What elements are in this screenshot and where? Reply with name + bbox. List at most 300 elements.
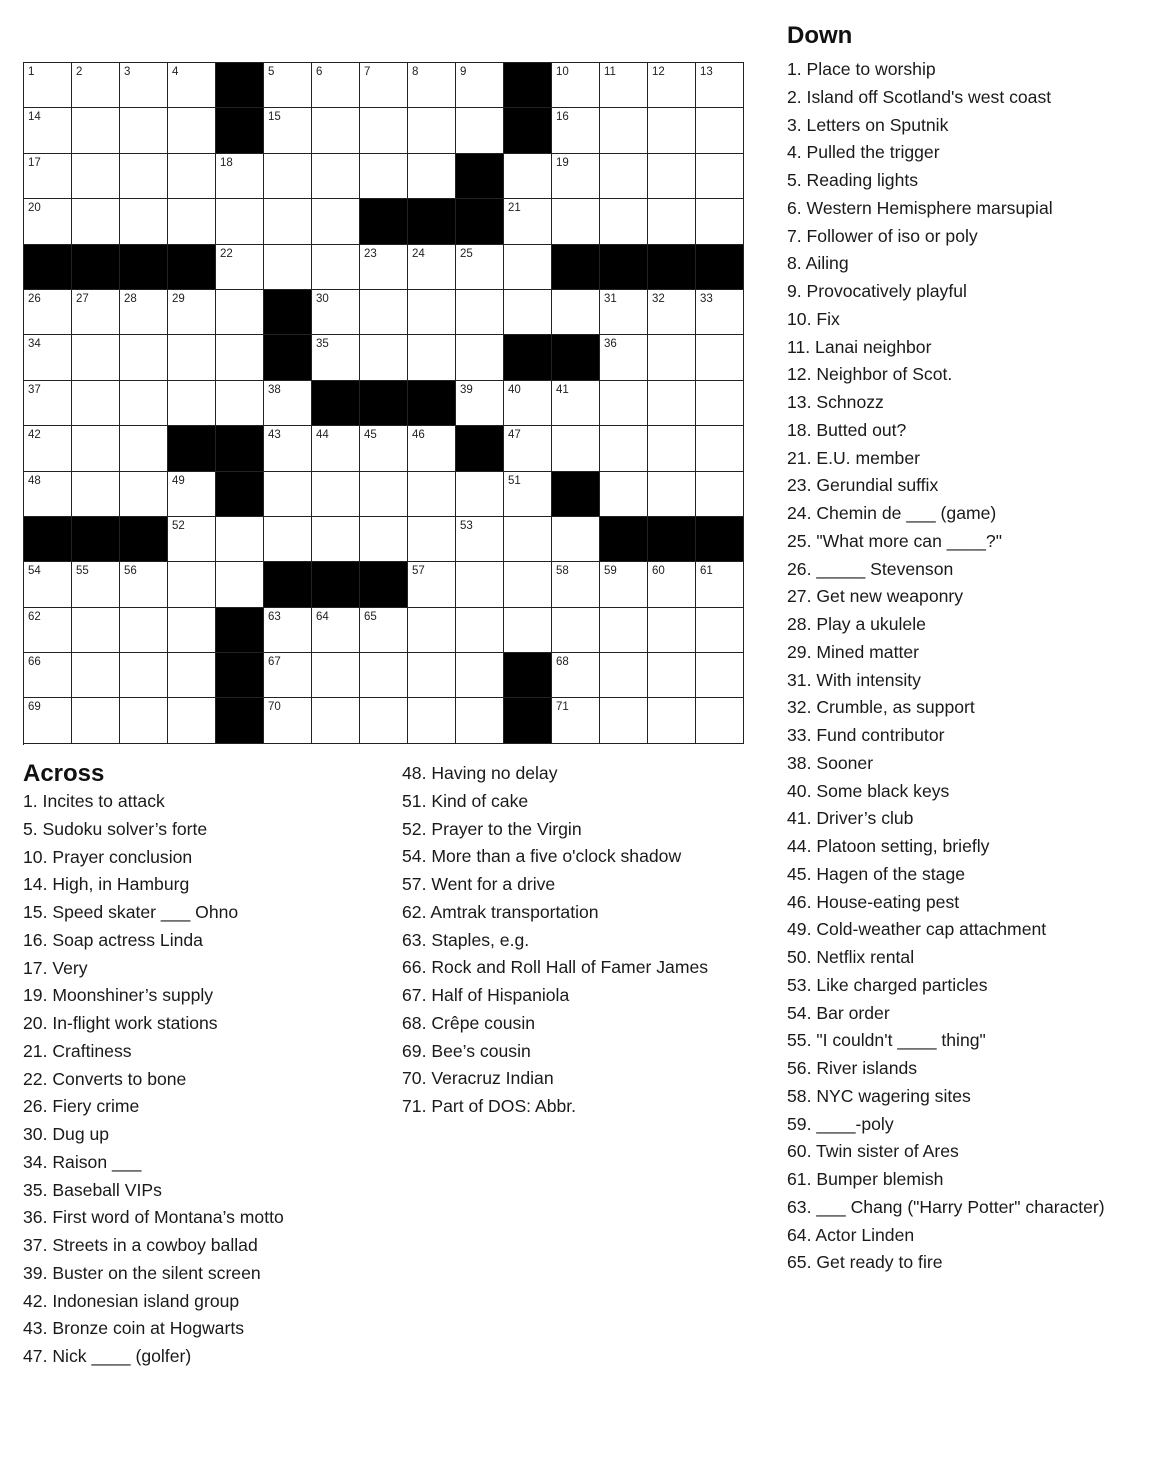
grid-cell[interactable] (408, 290, 456, 335)
grid-cell[interactable] (360, 472, 408, 517)
grid-cell[interactable] (600, 335, 648, 380)
grid-cell[interactable] (72, 63, 120, 108)
down-clue[interactable]: 27. Get new weaponry (787, 586, 964, 607)
grid-cell[interactable] (168, 653, 216, 698)
across-clue[interactable]: 20. In-flight work stations (23, 1013, 218, 1033)
grid-cell[interactable] (648, 562, 696, 607)
down-clue[interactable]: 56. River islands (787, 1058, 918, 1078)
down-clue[interactable]: 25. "What more can ____?" (787, 530, 1002, 551)
down-clue[interactable]: 32. Crumble, as support (787, 697, 975, 718)
down-clue[interactable]: 10. Fix (787, 308, 840, 329)
cell-number: 10 (556, 66, 569, 78)
grid-cell[interactable] (504, 608, 552, 653)
grid-block (312, 381, 360, 426)
cell-number: 24 (412, 247, 425, 260)
across-clue[interactable]: 17. Very (23, 957, 88, 978)
across-clue[interactable]: 15. Speed skater ___ Ohno (23, 902, 239, 922)
down-clue[interactable]: 65. Get ready to fire (787, 1252, 943, 1273)
grid-cell[interactable] (24, 335, 72, 380)
grid-cell[interactable] (456, 562, 504, 607)
down-clue[interactable]: 59. ____-poly (787, 1113, 894, 1134)
down-clue[interactable]: 61. Bumper blemish (787, 1169, 944, 1189)
down-clue[interactable]: 2. Island off Scotland's west coast (787, 86, 1052, 107)
across-clue[interactable]: 54. More than a five o'clock shadow (402, 846, 682, 867)
across-clue[interactable]: 62. Amtrak transportation (402, 901, 599, 922)
down-clue[interactable]: 31. With intensity (787, 669, 921, 690)
across-clue[interactable]: 66. Rock and Roll Hall of Famer James (402, 957, 709, 978)
grid-cell[interactable] (24, 608, 72, 653)
grid-cell[interactable] (24, 63, 72, 108)
grid-cell[interactable] (552, 154, 600, 199)
grid-cell[interactable] (600, 562, 648, 607)
grid-cell[interactable] (552, 63, 600, 108)
down-clue[interactable]: 54. Bar order (787, 1002, 890, 1023)
grid-block (456, 154, 504, 199)
grid-cell[interactable] (456, 608, 504, 653)
grid-cell[interactable] (216, 562, 264, 607)
grid-cell[interactable] (360, 245, 408, 290)
grid-block (504, 335, 552, 380)
grid-cell[interactable] (504, 517, 552, 562)
grid-cell[interactable] (360, 653, 408, 698)
down-clue[interactable]: 28. Play a ukulele (787, 614, 926, 634)
grid-cell[interactable] (264, 63, 312, 108)
grid-cell[interactable] (72, 154, 120, 199)
grid-cell[interactable] (168, 381, 216, 426)
grid-cell[interactable] (600, 381, 648, 426)
across-clue[interactable]: 37. Streets in a cowboy ballad (23, 1235, 258, 1255)
grid-block (216, 426, 264, 471)
grid-cell[interactable] (312, 63, 360, 108)
grid-cell[interactable] (648, 381, 696, 426)
across-clue[interactable]: 22. Converts to bone (23, 1068, 187, 1089)
grid-cell[interactable] (312, 290, 360, 335)
grid-cell[interactable] (552, 108, 600, 153)
across-clue[interactable]: 68. Crêpe cousin (402, 1012, 536, 1033)
grid-cell[interactable] (696, 562, 744, 607)
grid-cell[interactable] (408, 608, 456, 653)
down-clue[interactable]: 18. Butted out? (787, 419, 907, 440)
grid-cell[interactable] (24, 653, 72, 698)
grid-cell[interactable] (504, 245, 552, 290)
grid-cell[interactable] (120, 562, 168, 607)
grid-cell[interactable] (168, 608, 216, 653)
grid-cell[interactable] (648, 199, 696, 244)
grid-cell[interactable] (648, 335, 696, 380)
across-clue[interactable]: 1. Incites to attack (23, 791, 165, 811)
grid-cell[interactable] (360, 517, 408, 562)
grid-block (600, 245, 648, 290)
cell-number: 44 (316, 429, 329, 442)
grid-cell[interactable] (120, 290, 168, 335)
down-clue[interactable]: 44. Platoon setting, briefly (787, 836, 990, 856)
grid-cell[interactable] (360, 108, 408, 153)
grid-cell[interactable] (72, 108, 120, 153)
grid-cell[interactable] (264, 381, 312, 426)
grid-cell[interactable] (24, 108, 72, 153)
grid-cell[interactable] (24, 472, 72, 517)
grid-cell[interactable] (264, 608, 312, 653)
grid-cell[interactable] (264, 472, 312, 517)
grid-cell[interactable] (120, 426, 168, 471)
grid-cell[interactable] (600, 290, 648, 335)
across-heading: Across (23, 760, 105, 787)
grid-block (696, 517, 744, 562)
grid-cell[interactable] (264, 653, 312, 698)
grid-cell[interactable] (408, 245, 456, 290)
down-clue[interactable]: 12. Neighbor of Scot. (787, 364, 953, 385)
grid-cell[interactable] (168, 517, 216, 562)
grid-cell[interactable] (72, 653, 120, 698)
grid-cell[interactable] (216, 335, 264, 380)
down-clue[interactable]: 11. Lanai neighbor (787, 336, 932, 357)
down-clue[interactable]: 8. Ailing (787, 253, 849, 274)
grid-cell[interactable] (456, 472, 504, 517)
grid-cell[interactable] (600, 698, 648, 743)
grid-cell[interactable] (120, 199, 168, 244)
grid-cell[interactable] (552, 517, 600, 562)
grid-cell[interactable] (360, 335, 408, 380)
down-clue[interactable]: 4. Pulled the trigger (787, 142, 940, 163)
grid-cell[interactable] (264, 154, 312, 199)
down-clue[interactable]: 29. Mined matter (787, 641, 920, 662)
grid-block (696, 245, 744, 290)
cell-number: 2 (76, 66, 83, 78)
grid-cell[interactable] (264, 199, 312, 244)
grid-cell[interactable] (24, 698, 72, 743)
grid-cell[interactable] (216, 290, 264, 335)
grid-cell[interactable] (24, 426, 72, 471)
grid-cell[interactable] (360, 426, 408, 471)
grid-cell[interactable] (264, 108, 312, 153)
down-clue[interactable]: 24. Chemin de ___ (game) (787, 503, 997, 523)
grid-block (216, 608, 264, 653)
grid-cell[interactable] (552, 698, 600, 743)
grid-cell[interactable] (600, 63, 648, 108)
down-clue[interactable]: 9. Provocatively playful (787, 281, 967, 301)
across-clue[interactable]: 35. Baseball VIPs (23, 1179, 162, 1200)
grid-cell[interactable] (456, 335, 504, 380)
down-clue[interactable]: 46. House-eating pest (787, 891, 960, 912)
grid-cell[interactable] (600, 154, 648, 199)
cell-number: 9 (460, 66, 467, 78)
grid-cell[interactable] (456, 653, 504, 698)
grid-cell[interactable] (120, 698, 168, 743)
grid-cell[interactable] (24, 290, 72, 335)
grid-cell[interactable] (696, 472, 744, 517)
across-clue[interactable]: 52. Prayer to the Virgin (402, 818, 582, 839)
grid-cell[interactable] (648, 63, 696, 108)
cell-number: 47 (508, 429, 521, 442)
across-clue[interactable]: 67. Half of Hispaniola (402, 985, 570, 1005)
grid-cell[interactable] (456, 245, 504, 290)
across-clue[interactable]: 14. High, in Hamburg (23, 874, 190, 895)
down-clue[interactable]: 23. Gerundial suffix (787, 475, 939, 496)
grid-cell[interactable] (312, 517, 360, 562)
grid-cell[interactable] (168, 63, 216, 108)
grid-cell[interactable] (456, 698, 504, 743)
grid-cell[interactable] (600, 108, 648, 153)
grid-cell[interactable] (696, 426, 744, 471)
across-clue[interactable]: 63. Staples, e.g. (402, 929, 530, 950)
grid-cell[interactable] (552, 290, 600, 335)
grid-cell[interactable] (312, 335, 360, 380)
across-clue[interactable]: 47. Nick ____ (golfer) (23, 1346, 192, 1366)
grid-block (120, 245, 168, 290)
grid-cell[interactable] (360, 698, 408, 743)
grid-cell[interactable] (360, 154, 408, 199)
grid-cell[interactable] (552, 608, 600, 653)
down-clue[interactable]: 60. Twin sister of Ares (787, 1141, 959, 1162)
grid-cell[interactable] (120, 381, 168, 426)
grid-cell[interactable] (312, 108, 360, 153)
cell-number: 27 (76, 292, 89, 305)
grid-cell[interactable] (696, 335, 744, 380)
grid-cell[interactable] (168, 199, 216, 244)
grid-cell[interactable] (552, 199, 600, 244)
across-clue[interactable]: 5. Sudoku solver’s forte (23, 818, 208, 839)
grid-cell[interactable] (696, 154, 744, 199)
grid-cell[interactable] (696, 290, 744, 335)
grid-cell[interactable] (120, 335, 168, 380)
grid-cell[interactable] (312, 698, 360, 743)
cell-number: 35 (316, 338, 329, 351)
grid-cell[interactable] (648, 608, 696, 653)
grid-cell[interactable] (456, 381, 504, 426)
grid-cell[interactable] (648, 426, 696, 471)
grid-cell[interactable] (168, 154, 216, 199)
across-clue-list-continued (402, 760, 708, 1121)
across-clue[interactable]: 42. Indonesian island group (23, 1290, 240, 1311)
down-clue[interactable]: 21. E.U. member (787, 447, 920, 468)
grid-cell[interactable] (72, 290, 120, 335)
grid-cell[interactable] (360, 63, 408, 108)
down-clue[interactable]: 53. Like charged particles (787, 974, 988, 995)
cell-number: 36 (604, 338, 617, 351)
cell-number: 11 (604, 66, 616, 78)
grid-cell[interactable] (600, 472, 648, 517)
cell-number: 22 (220, 247, 233, 260)
grid-cell[interactable] (696, 199, 744, 244)
cell-number: 63 (268, 610, 281, 623)
grid-cell[interactable] (408, 698, 456, 743)
cell-number: 6 (316, 66, 323, 78)
grid-block (216, 653, 264, 698)
grid-cell[interactable] (360, 290, 408, 335)
grid-cell[interactable] (264, 698, 312, 743)
grid-cell[interactable] (216, 517, 264, 562)
grid-cell[interactable] (312, 426, 360, 471)
grid-cell[interactable] (552, 381, 600, 426)
grid-cell[interactable] (504, 290, 552, 335)
grid-cell[interactable] (360, 608, 408, 653)
grid-cell[interactable] (648, 698, 696, 743)
across-clue[interactable]: 21. Craftiness (23, 1040, 132, 1061)
across-clue[interactable]: 26. Fiery crime (23, 1096, 140, 1117)
across-clue[interactable]: 34. Raison ___ (23, 1151, 142, 1172)
grid-cell[interactable] (600, 608, 648, 653)
grid-cell[interactable] (120, 653, 168, 698)
grid-cell[interactable] (72, 199, 120, 244)
grid-cell[interactable] (312, 199, 360, 244)
across-clue[interactable]: 70. Veracruz Indian (402, 1068, 554, 1089)
grid-cell[interactable] (168, 472, 216, 517)
grid-cell[interactable] (216, 245, 264, 290)
grid-cell[interactable] (456, 290, 504, 335)
grid-cell[interactable] (648, 290, 696, 335)
down-clue[interactable]: 38. Sooner (787, 752, 874, 773)
grid-cell[interactable] (72, 608, 120, 653)
grid-cell[interactable] (264, 517, 312, 562)
down-clue[interactable]: 63. ___ Chang ("Harry Potter" character) (787, 1196, 1105, 1217)
grid-cell[interactable] (72, 426, 120, 471)
down-clue[interactable]: 50. Netflix rental (787, 947, 915, 967)
grid-cell[interactable] (696, 63, 744, 108)
grid-block (264, 290, 312, 335)
grid-cell[interactable] (648, 108, 696, 153)
grid-cell[interactable] (72, 335, 120, 380)
grid-cell[interactable] (24, 562, 72, 607)
grid-cell[interactable] (696, 653, 744, 698)
cell-number: 55 (76, 565, 89, 578)
grid-cell[interactable] (408, 426, 456, 471)
down-clue[interactable]: 45. Hagen of the stage (787, 863, 966, 884)
grid-cell[interactable] (552, 426, 600, 471)
grid-cell[interactable] (72, 472, 120, 517)
grid-cell[interactable] (168, 290, 216, 335)
grid-cell[interactable] (120, 154, 168, 199)
grid-cell[interactable] (24, 199, 72, 244)
grid-cell[interactable] (72, 698, 120, 743)
grid-cell[interactable] (408, 517, 456, 562)
cell-number: 61 (700, 565, 713, 578)
grid-cell[interactable] (24, 381, 72, 426)
down-clue[interactable]: 33. Fund contributor (787, 725, 945, 745)
grid-cell[interactable] (168, 562, 216, 607)
cell-number: 32 (652, 292, 665, 305)
grid-cell[interactable] (696, 108, 744, 153)
grid-cell[interactable] (408, 562, 456, 607)
grid-cell[interactable] (648, 653, 696, 698)
grid-cell[interactable] (72, 381, 120, 426)
down-clue[interactable]: 41. Driver’s club (787, 808, 914, 829)
grid-cell[interactable] (120, 63, 168, 108)
grid-cell[interactable] (408, 154, 456, 199)
grid-cell[interactable] (24, 154, 72, 199)
grid-cell[interactable] (504, 199, 552, 244)
grid-cell[interactable] (72, 562, 120, 607)
grid-cell[interactable] (312, 472, 360, 517)
grid-block (264, 335, 312, 380)
down-clue[interactable]: 13. Schnozz (787, 392, 884, 412)
grid-cell[interactable] (552, 562, 600, 607)
grid-cell[interactable] (456, 108, 504, 153)
grid-cell[interactable] (504, 381, 552, 426)
grid-cell[interactable] (216, 154, 264, 199)
cell-number: 31 (604, 292, 617, 305)
grid-cell[interactable] (120, 472, 168, 517)
grid-cell[interactable] (312, 653, 360, 698)
grid-cell[interactable] (648, 472, 696, 517)
grid-cell[interactable] (168, 698, 216, 743)
grid-cell[interactable] (168, 335, 216, 380)
grid-cell[interactable] (408, 335, 456, 380)
grid-cell[interactable] (264, 245, 312, 290)
grid-cell[interactable] (408, 653, 456, 698)
across-clue[interactable]: 48. Having no delay (402, 763, 558, 783)
down-clue[interactable]: 40. Some black keys (787, 780, 950, 801)
across-clue[interactable]: 19. Moonshiner’s supply (23, 985, 214, 1006)
down-clue[interactable]: 3. Letters on Sputnik (787, 114, 949, 135)
across-clue[interactable]: 39. Buster on the silent screen (23, 1262, 261, 1283)
across-clue[interactable]: 36. First word of Montana’s motto (23, 1207, 284, 1228)
across-clue[interactable]: 51. Kind of cake (402, 790, 529, 811)
down-clue[interactable]: 7. Follower of iso or poly (787, 225, 978, 246)
grid-cell[interactable] (120, 608, 168, 653)
grid-cell[interactable] (120, 108, 168, 153)
grid-cell[interactable] (600, 426, 648, 471)
across-clue[interactable]: 30. Dug up (23, 1124, 110, 1144)
cell-number: 28 (124, 292, 137, 305)
cell-number: 25 (460, 247, 473, 260)
grid-cell[interactable] (696, 698, 744, 743)
down-clue[interactable]: 55. "I couldn't ____ thing" (787, 1030, 986, 1051)
grid-cell[interactable] (600, 199, 648, 244)
grid-cell[interactable] (216, 199, 264, 244)
down-clue[interactable]: 5. Reading lights (787, 170, 919, 190)
grid-cell[interactable] (408, 108, 456, 153)
down-clue-list (787, 56, 1105, 1277)
down-clue[interactable]: 6. Western Hemisphere marsupial (787, 197, 1053, 218)
across-clue[interactable]: 71. Part of DOS: Abbr. (402, 1096, 577, 1116)
down-clue[interactable]: 26. _____ Stevenson (787, 558, 954, 579)
cell-number: 53 (460, 519, 473, 532)
grid-cell[interactable] (456, 63, 504, 108)
grid-cell[interactable] (504, 426, 552, 471)
grid-cell[interactable] (648, 154, 696, 199)
grid-cell[interactable] (504, 154, 552, 199)
across-clue[interactable]: 43. Bronze coin at Hogwarts (23, 1318, 245, 1339)
grid-cell[interactable] (312, 245, 360, 290)
grid-cell[interactable] (552, 653, 600, 698)
down-clue[interactable]: 64. Actor Linden (787, 1224, 915, 1245)
grid-cell[interactable] (408, 63, 456, 108)
grid-cell[interactable] (168, 108, 216, 153)
down-clue[interactable]: 49. Cold-weather cap attachment (787, 919, 1047, 940)
grid-block (408, 199, 456, 244)
grid-cell[interactable] (504, 472, 552, 517)
grid-cell[interactable] (312, 154, 360, 199)
grid-block (168, 245, 216, 290)
grid-cell[interactable] (312, 608, 360, 653)
grid-cell[interactable] (600, 653, 648, 698)
grid-cell[interactable] (408, 472, 456, 517)
grid-cell[interactable] (504, 562, 552, 607)
grid-cell[interactable] (696, 608, 744, 653)
across-clue[interactable]: 69. Bee’s cousin (402, 1040, 531, 1061)
grid-cell[interactable] (696, 381, 744, 426)
grid-cell[interactable] (216, 381, 264, 426)
grid-cell[interactable] (264, 426, 312, 471)
grid-cell[interactable] (456, 517, 504, 562)
grid-block (648, 245, 696, 290)
down-clue[interactable]: 58. NYC wagering sites (787, 1085, 971, 1106)
across-clue[interactable]: 57. Went for a drive (402, 874, 556, 894)
across-clue[interactable]: 10. Prayer conclusion (23, 846, 193, 867)
cell-number: 66 (28, 656, 41, 669)
down-clue[interactable]: 1. Place to worship (787, 59, 936, 79)
across-clue[interactable]: 16. Soap actress Linda (23, 929, 203, 950)
